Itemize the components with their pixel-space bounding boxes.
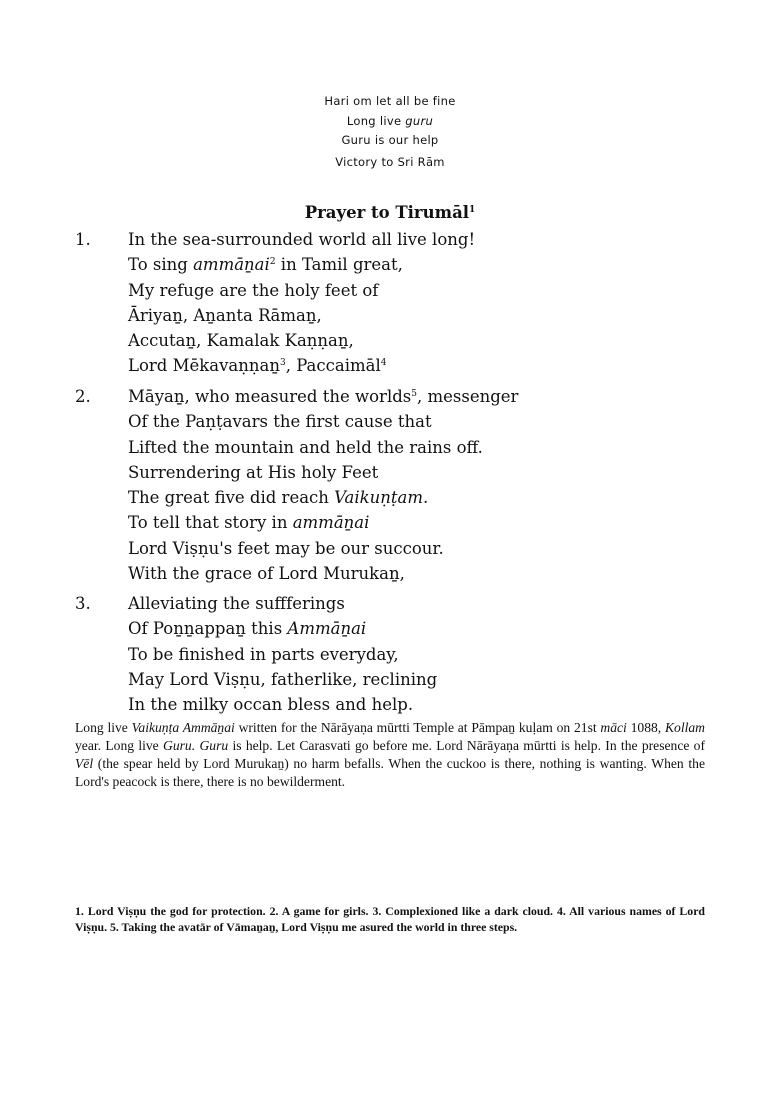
- text-segment: ammāṉai: [292, 513, 370, 533]
- text-segment: Long live: [75, 720, 132, 735]
- verse-lines: [128, 594, 728, 720]
- verse-number: 1.: [75, 230, 91, 249]
- footnote-ref: 1: [469, 205, 476, 215]
- invocation-text: Long live: [346, 114, 406, 128]
- footnote-ref: 3: [279, 358, 286, 369]
- verse-line: [128, 539, 728, 564]
- text-segment: Lord Mēkavaṇṇaṉ: [128, 356, 280, 376]
- verse-line: [128, 331, 728, 356]
- verse-line: [128, 645, 728, 670]
- footnote-ref: 2: [269, 257, 276, 268]
- text-segment: is help. Let Carasvati go before me. Lord Nārāyaṇa mūrtti is help. In the presence of: [228, 738, 706, 753]
- text-segment: 1088,: [626, 720, 665, 735]
- text-segment: With the grace of Lord Murukaṉ,: [128, 564, 405, 584]
- verse-line: [128, 306, 728, 331]
- verse-line: [128, 281, 728, 306]
- page-title: [0, 203, 780, 222]
- verse-number: 2.: [75, 387, 91, 406]
- text-segment: Vēl: [75, 756, 94, 771]
- text-segment: My refuge are the holy feet of: [128, 280, 379, 300]
- text-segment: Guru.: [163, 738, 196, 753]
- colophon-paragraph: [75, 719, 705, 791]
- text-segment: In the milky occan bless and help.: [128, 695, 414, 715]
- text-segment: Āriyaṉ, Aṉanta Rāmaṉ,: [128, 305, 322, 325]
- verse-line: [128, 513, 728, 538]
- verse-line: [128, 594, 728, 619]
- invocation-line: Guru is our help: [341, 133, 439, 147]
- verse-line: [128, 463, 728, 488]
- verse-line: [128, 670, 728, 695]
- verse-line: [128, 438, 728, 463]
- text-segment: Of the Paṇṭavars the first cause that: [128, 412, 432, 432]
- text-segment: May Lord Viṣṇu, fatherlike, reclining: [128, 669, 438, 689]
- title-text: Prayer to Tirumāl: [304, 203, 470, 222]
- text-segment: (the spear held by Lord Murukaṉ) no harm befalls. When the cuckoo is there, nothing is wanting. When the Lord's peacock is there, there is no bewilderment.: [75, 756, 705, 789]
- text-segment: Kollam: [664, 720, 705, 735]
- verse-lines: [128, 230, 728, 382]
- verse-lines: [128, 387, 728, 589]
- text-segment: Alleviating the suffferings: [128, 594, 345, 613]
- text-segment: Lord Viṣṇu's feet may be our succour.: [128, 538, 444, 558]
- text-segment: To tell that story in: [128, 513, 293, 533]
- text-segment: Vaikuṇṭam.: [334, 488, 429, 508]
- invocation-line: [0, 114, 780, 128]
- invocation-italic: guru: [405, 114, 434, 128]
- invocation-line: Hari om let all be fine: [324, 94, 456, 108]
- footnote-ref: 5: [411, 389, 417, 399]
- text-segment: , messenger: [417, 387, 519, 406]
- text-segment: written for the Nārāyaṇa mūrtti Temple at Pāmpaṉ kuḷam on 21st: [234, 720, 601, 735]
- text-segment: Māyaṉ, who measured the worlds: [128, 387, 412, 406]
- text-segment: To be finished in parts everyday,: [128, 644, 399, 664]
- verse-line: [128, 488, 728, 513]
- verse-line: [128, 230, 728, 255]
- text-segment: Ammāṉai: [287, 619, 367, 639]
- text-segment: Surrendering at His holy Feet: [128, 462, 379, 482]
- text-segment: The great five did reach: [128, 488, 335, 508]
- text-segment: , Paccaimāl: [285, 356, 381, 376]
- verse-line: [128, 564, 728, 589]
- verse-line: [128, 619, 728, 644]
- footnote-ref: 4: [380, 358, 387, 369]
- text-segment: Guru: [199, 738, 229, 753]
- text-segment: Of Poṉṉappaṉ this: [128, 619, 288, 639]
- verse-number: 3.: [75, 594, 91, 613]
- text-segment: ammāṉai: [193, 255, 270, 275]
- verse-line: [128, 356, 728, 381]
- invocation-line: Victory to Sri Rām: [335, 155, 445, 169]
- text-segment: māci: [600, 720, 627, 735]
- footnotes: 1. Lord Viṣṇu the god for protection. 2. A game for girls. 3. Complexioned like a dark cloud. 4. All various names of Lord Viṣṇu. 5. Taking the avatār of Vāmaṉaṉ, Lord Viṣṇu me asured the world in three steps.: [75, 904, 705, 934]
- verse-line: [128, 255, 728, 280]
- verse-line: [128, 412, 728, 437]
- verse-line: [128, 387, 728, 412]
- text-segment: In the sea-surrounded world all live long!: [128, 230, 476, 249]
- text-segment: To sing: [128, 255, 194, 275]
- text-segment: year. Long live: [75, 738, 164, 753]
- verse-line: [128, 695, 728, 720]
- text-segment: Vaikuṇṭa Ammāṉai: [131, 720, 235, 735]
- text-segment: in Tamil great,: [275, 255, 403, 275]
- text-segment: Accutaṉ, Kamalak Kaṇṇaṉ,: [128, 331, 354, 351]
- text-segment: Lifted the mountain and held the rains off.: [128, 437, 483, 457]
